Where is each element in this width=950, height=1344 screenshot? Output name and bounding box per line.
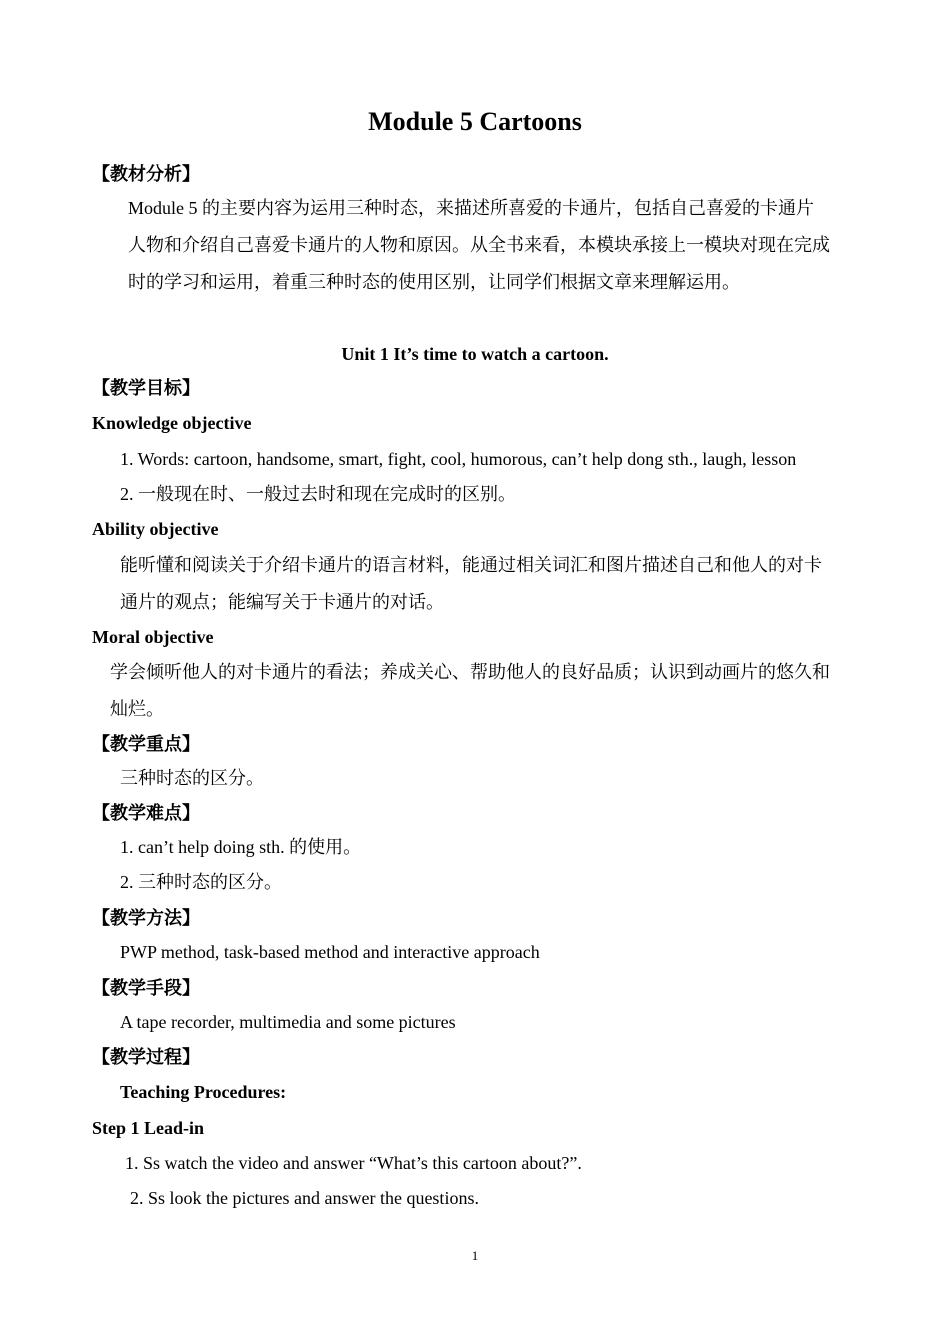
ability-objective-label: Ability objective [92,519,219,539]
heading-material-analysis: 【教材分析】 [92,164,200,184]
heading-difficulties: 【教学难点】 [92,803,200,823]
heading-key-points: 【教学重点】 [92,734,200,754]
knowledge-item-2: 2. 一般现在时、一般过去时和现在完成时的区别。 [120,484,516,504]
step1-item-2: 2. Ss look the pictures and answer the questions. [130,1188,479,1208]
material-analysis-line-3: 时的学习和运用，着重三种时态的使用区别，让同学们根据文章来理解运用。 [128,272,740,292]
heading-aids: 【教学手段】 [92,978,200,998]
step1-label: Step 1 Lead-in [92,1118,205,1138]
knowledge-objective-label: Knowledge objective [92,413,252,433]
heading-objectives: 【教学目标】 [92,378,200,398]
moral-line-1: 学会倾听他人的对卡通片的看法；养成关心、帮助他人的良好品质；认识到动画片的悠久和 [110,662,830,682]
material-analysis-line-2: 人物和介绍自己喜爱卡通片的人物和原因。从全书来看，本模块承接上一模块对现在完成 [128,235,830,255]
knowledge-item-1: 1. Words: cartoon, handsome, smart, fight, cool, humorous, can’t help dong sth., laugh, lesson [120,449,797,469]
material-analysis-line-1: Module 5 的主要内容为运用三种时态，来描述所喜爱的卡通片，包括自己喜爱的卡通片 [128,198,814,218]
unit-title: Unit 1 It’s time to watch a cartoon. [341,344,609,364]
page-number: 1 [471,1248,479,1263]
methods-text: PWP method, task-based method and interactive approach [120,942,540,962]
aids-text: A tape recorder, multimedia and some pictures [120,1012,456,1032]
page-title: Module 5 Cartoons [368,107,582,136]
heading-methods: 【教学方法】 [92,908,200,928]
ability-line-2: 通片的观点；能编写关于卡通片的对话。 [120,592,444,612]
key-points-text: 三种时态的区分。 [120,768,264,788]
ability-line-1: 能听懂和阅读关于介绍卡通片的语言材料，能通过相关词汇和图片描述自己和他人的对卡 [120,555,822,575]
step1-item-1: 1. Ss watch the video and answer “What’s this cartoon about?”. [125,1153,582,1173]
moral-line-2: 灿烂。 [110,699,164,719]
process-subheading: Teaching Procedures: [120,1082,287,1102]
heading-process: 【教学过程】 [92,1047,200,1067]
difficulties-item-2: 2. 三种时态的区分。 [120,872,282,892]
difficulties-item-1: 1. can’t help doing sth. 的使用。 [120,837,362,857]
moral-objective-label: Moral objective [92,627,214,647]
